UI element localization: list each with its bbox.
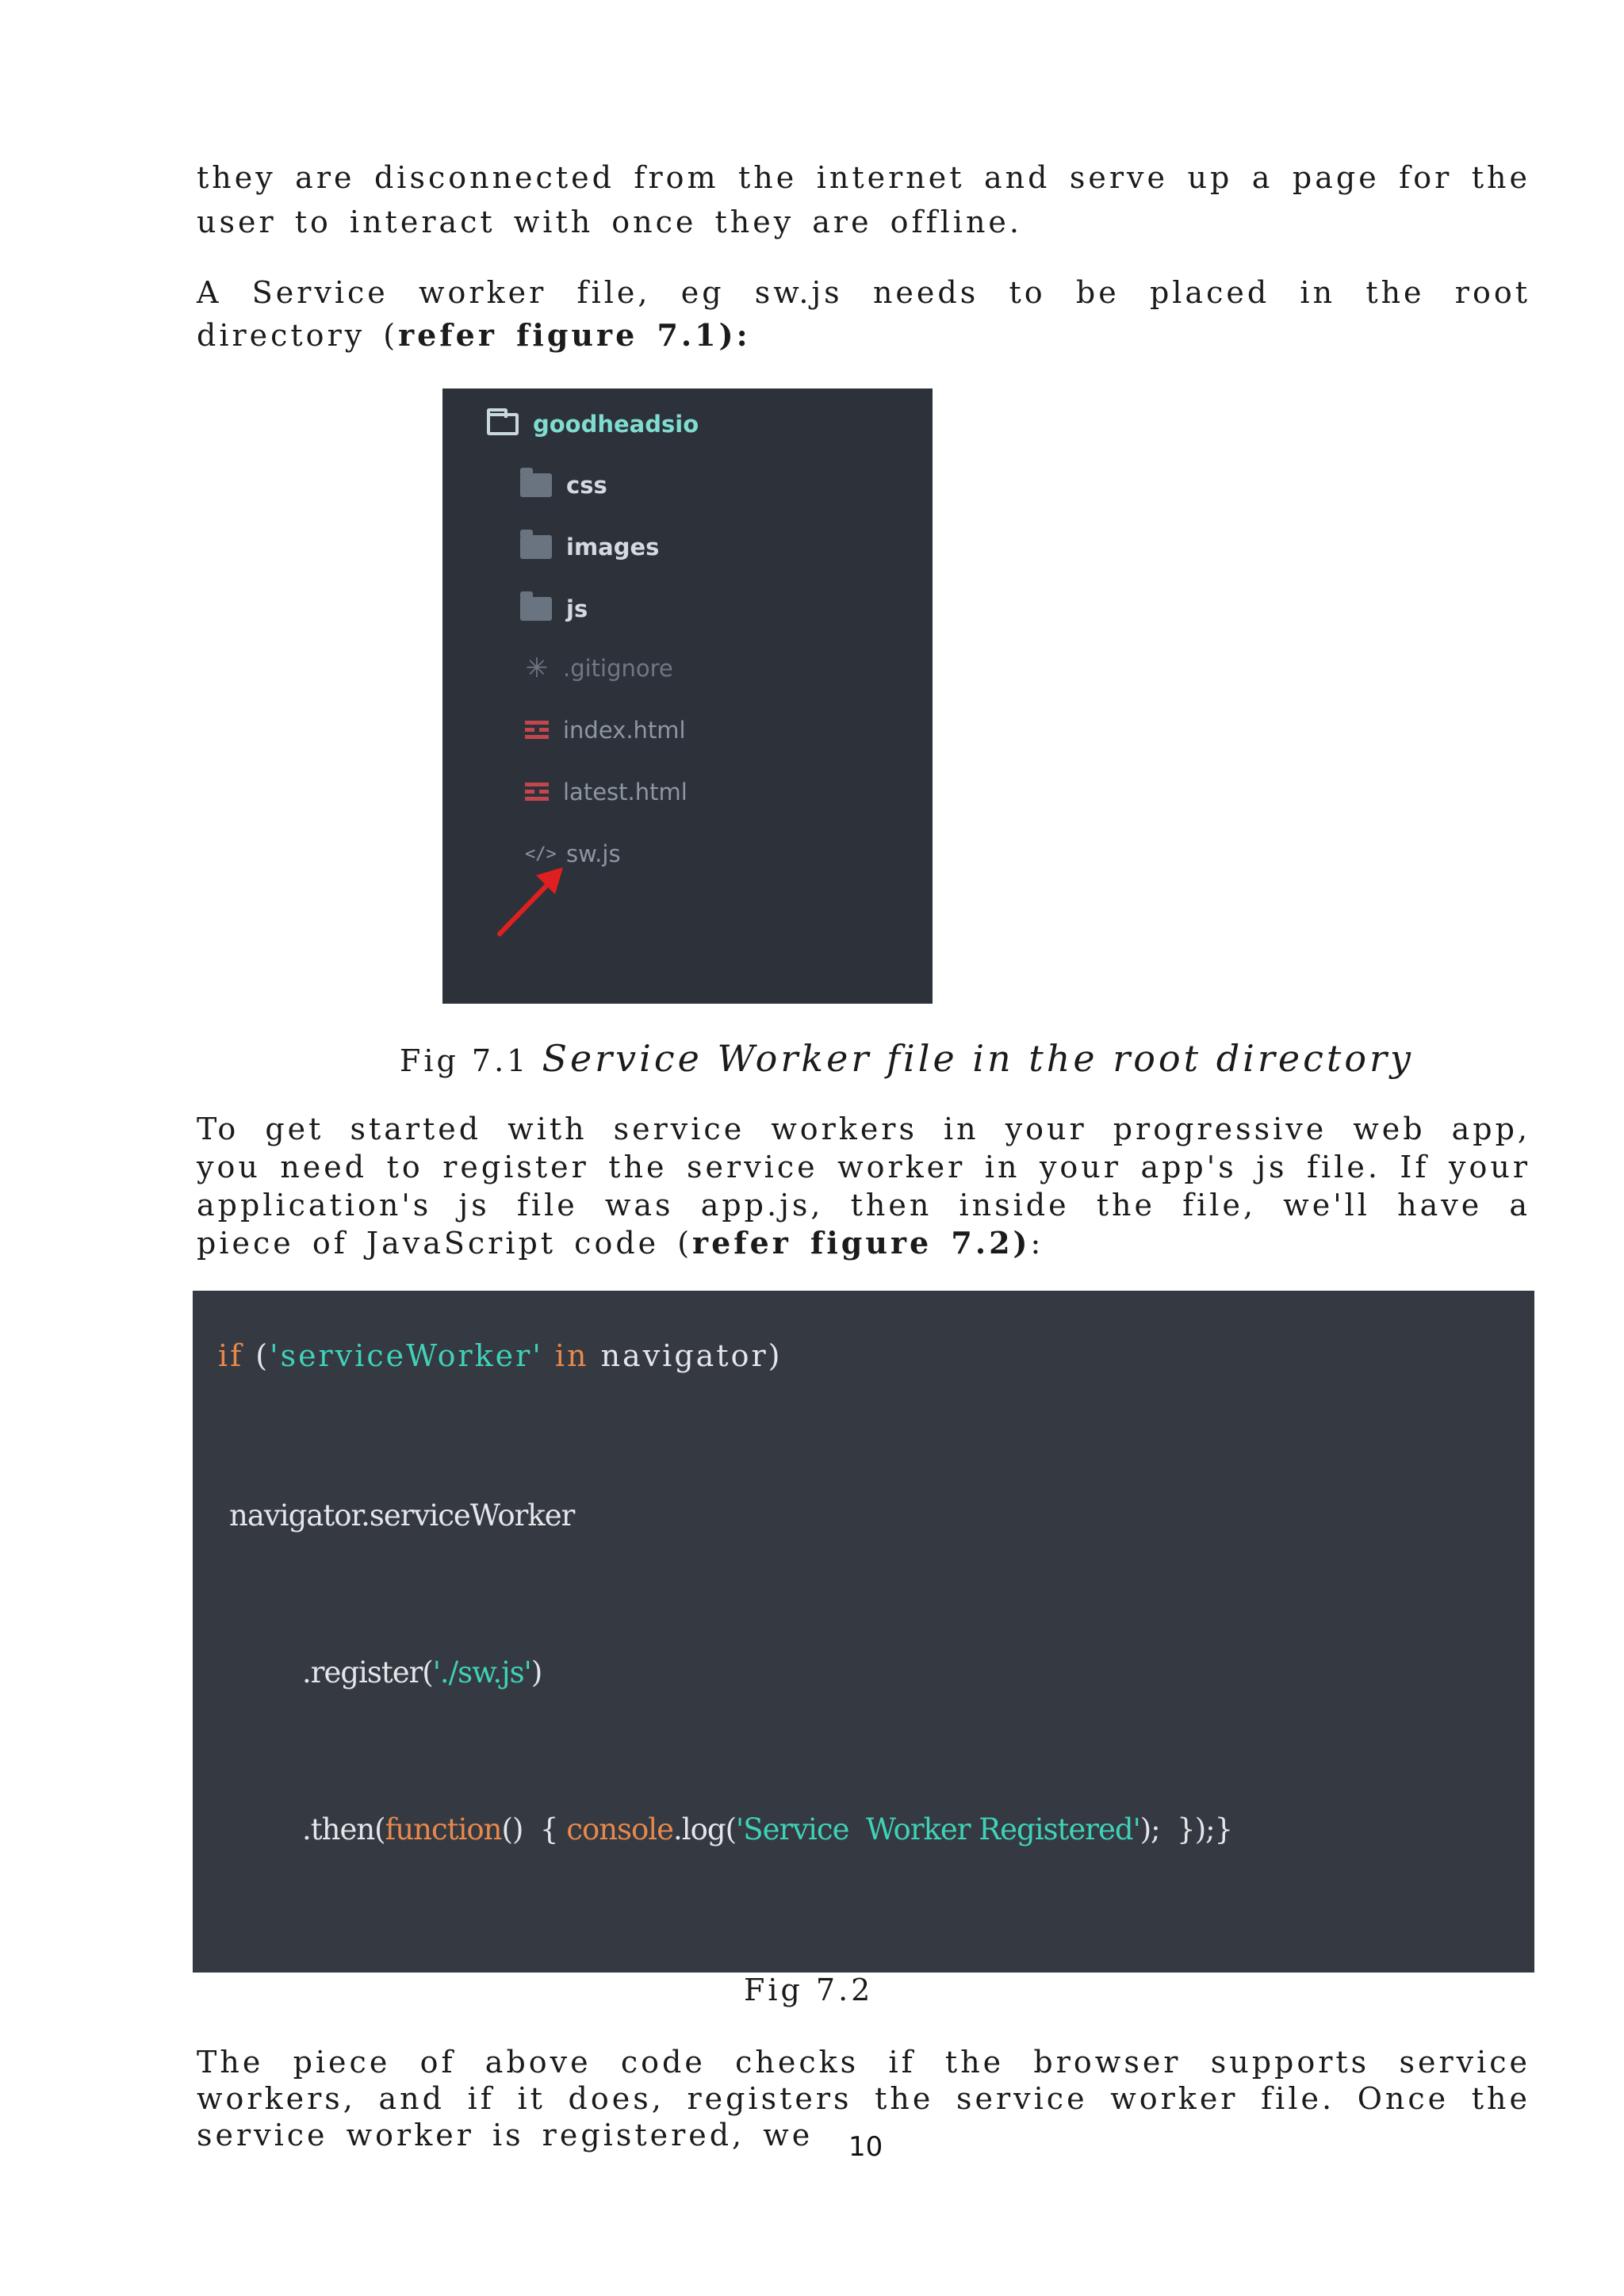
code-line: .register('./sw.js') (302, 1655, 542, 1689)
file-tree-label: css (566, 472, 607, 499)
code-line: .then(function() { console.log('Service Worker Registered'); });} (302, 1812, 1233, 1846)
file-tree-label: index.html (563, 717, 686, 744)
asterisk-icon: ✳ (525, 652, 549, 684)
code-line: navigator.serviceWorker (229, 1498, 575, 1533)
file-tree-label: latest.html (563, 779, 688, 806)
page-number: 10 (848, 2131, 883, 2163)
file-tree-figure (442, 388, 933, 1004)
figure-reference: refer figure 7.1): (398, 317, 751, 353)
figure-reference: refer figure 7.2) (692, 1225, 1031, 1261)
figure-caption: Fig 7.2 (744, 1973, 874, 2007)
code-line: if ('serviceWorker' in navigator) (218, 1338, 783, 1373)
paragraph-register: To get started with service workers in your progressive web app, you need to register the service worker in your app's js file. If your application's js file was app.js, then inside the file, we'll have a piece of JavaScript code (refer figure 7.2): (197, 1112, 1530, 1261)
file-tree-label: goodheadsio (533, 411, 699, 438)
code-snippet-figure (193, 1291, 1534, 1973)
red-arrow-icon (442, 388, 933, 1004)
paragraph-code-explanation: The piece of above code checks if the browser supports service workers, and if it does, registers the service worker file. Once the service worker is registered, we (197, 2045, 1530, 2152)
code-file-icon: </> (525, 844, 557, 864)
file-tree-label: js (566, 595, 588, 622)
file-tree-label: .gitignore (563, 655, 673, 682)
paragraph-intro: they are disconnected from the internet and serve up a page for the user to interact with once they are offline. (197, 160, 1530, 239)
file-tree-label: sw.js (566, 840, 621, 867)
file-tree-label: images (566, 534, 660, 561)
figure-caption: Fig 7.1 Service Worker file in the root directory (400, 1037, 1415, 1080)
paragraph-service-worker-file: A Service worker file, eg sw.js needs to be placed in the root directory (refer figure 7.1): (197, 275, 1530, 353)
